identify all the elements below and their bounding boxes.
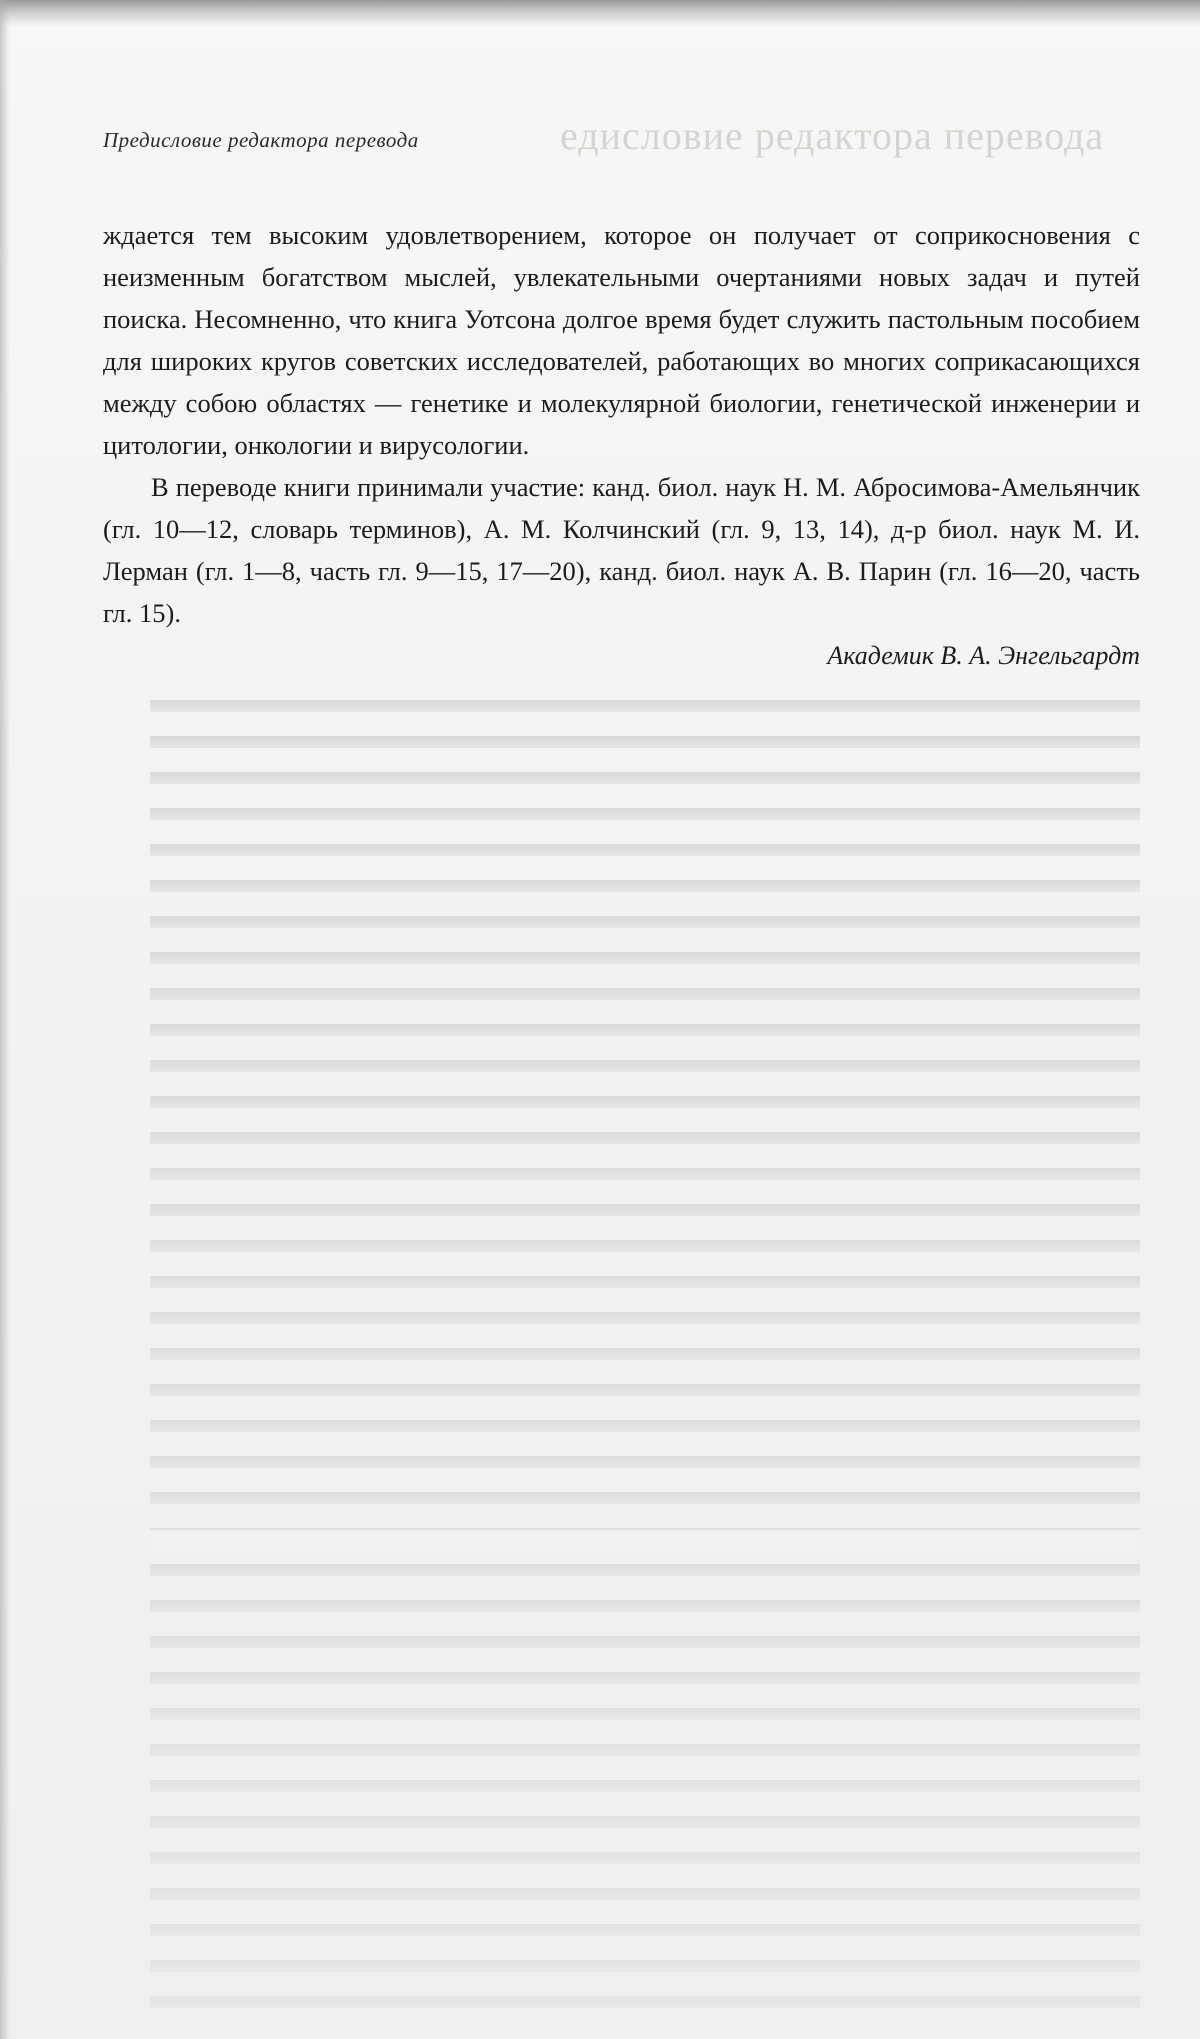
scan-top-edge-shadow: [0, 0, 1200, 26]
bleed-through-paragraph-gap: [150, 1530, 1140, 1554]
bleed-through-text: [150, 690, 1140, 2020]
paragraph-continuation: ждается тем высоким удовлетворением, которое он получает от соприкосновения с неизменным богатством мыслей, увлекательными очертаниями новых задач и путей поиска. Несомненно, что книга Уотсона долгое время будет служить пастольным пособием для широких кругов советских исследователей, работающих во многих соприкасающихся между собою областях — генетике и молекулярной биологии, генетической инженерии и цитологии, онкологии и вирусологии.: [103, 220, 1140, 460]
running-head: Предисловие редактора перевода: [103, 128, 419, 152]
body-text: [103, 214, 1140, 634]
paragraph-translators: В переводе книги принимали участие: канд. биол. наук Н. М. Абросимова-Амельянчик (гл. 10—12, словарь терминов), А. М. Колчинский (гл. 9, 13, 14), д-р биол. наук М. И. Лерман (гл. 1—8, часть гл. 9—15, 17—20), канд. биол. наук А. В. Парин (гл. 16—20, часть гл. 15).: [103, 472, 1140, 628]
bleed-through-heading: едисловие редактора перевода: [560, 113, 1105, 158]
signature: Академик В. А. Энгельгардт: [827, 641, 1140, 670]
bleed-through-paragraph-gap: [150, 928, 1140, 952]
scan-left-edge-shadow: [0, 0, 10, 2039]
